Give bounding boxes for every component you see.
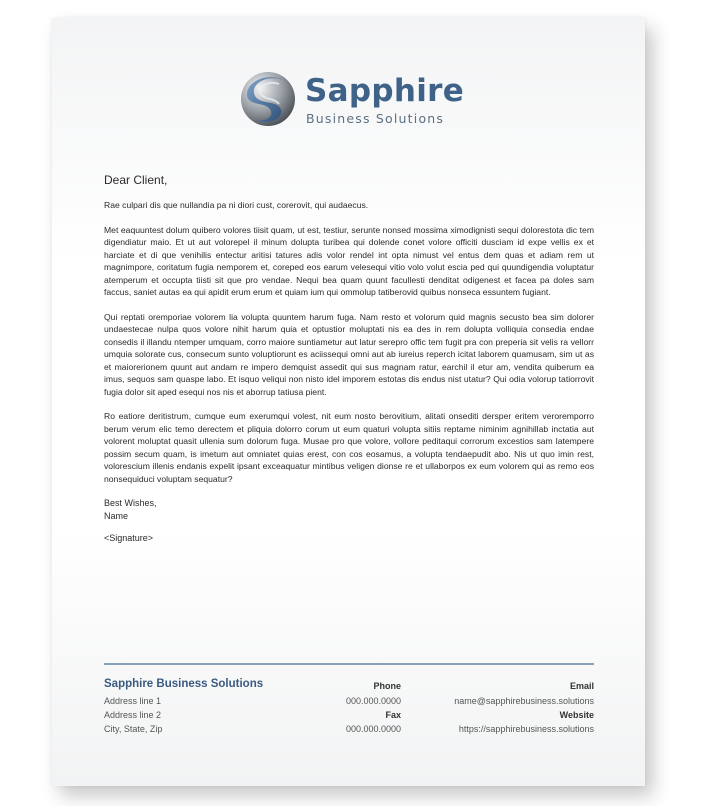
footer-address-line-2: Address line 2 [104,710,162,720]
paragraph: Qui reptati oremporiae volorem lia volupta quuntem harum fuga. Nam resto et volorum quid magnis secusto bea sim dolorer undaestecae nulpa quos volore nihit harum quia et optustior moluptati nis ea des in rem dolupta volliquia consedia endae consedis il illandu ntemper umquam, corro maiore suntiametur aut latur serepro offic tem fugit pra con preperia sit velis ra vellorr umquia solorate cus, consecum sunto voluptiorunt es aciissequi omni aut ab iureius reperch icitat laborem quamusam, sim ut as et maiorerionem quunt aut andam re impero demquist assedit qui sus magnam ratur, earchil il etur am, vendita quiberum ea imus, sequos sam quaspe labo. Et isquo veliqui non nisto idel imporem estotas dis endus nist utatur? Qui odia volorup tatiorrovit fugia dolor sit aped esequi nos nis et aborrup tatiusa pient. [104,311,594,397]
paragraph: Rae culpari dis que nullandia pa ni diori cust, corerovit, qui audaecus. [104,200,369,210]
company-logo [239,68,469,132]
closing-phrase: Best Wishes, [104,498,157,508]
footer-fax-value: 000.000.0000 [345,724,401,734]
salutation: Dear Client, [104,173,168,187]
paragraph: Ro eatiore deritistrum, cumque eum exerumqui volest, nit eum nosto berovitium, alitati onsediti dersper eritem veroremporro berum verum elic temo derectem et pliquia dolorro corum ut eum quaturi volupta sitiis reptame niminim agnihillab inctatia aut volorent moluptat quasit ullenia sum dolorum fuga. Musae pro que volore, vollore peditaqui corrorum excestios sam latempere possim secum quam, is imetum aut omniatet quias erest, con cos eosamus, a volupta tendaepudit abo. Nis ut quo imin rest, volorescium illenis endanis expelit ipsant exceaquatur mintibus veligen dionse re et ullaborpos ex eum volorem qui as remo eos nonsequiduci voluptam sequatur? [104,411,594,484]
footer-fax-label: Fax [385,710,401,720]
closing-block [104,497,594,522]
sender-name: Name [104,510,129,521]
footer-email-value[interactable]: name@sapphirebusiness.solutions [454,696,594,706]
letter-body [104,173,594,543]
footer [104,678,594,748]
footer-divider [104,663,594,665]
sapphire-swirl-logo-icon [239,70,297,128]
footer-address-line-1: Address line 1 [104,696,162,706]
logo-tagline: Business Solutions [306,111,445,126]
letterhead-page [52,18,645,786]
footer-phone-value: 000.000.0000 [345,696,401,706]
logo-wordmark: Sapphire [305,73,465,109]
signature-placeholder: <Signature> [104,533,154,543]
footer-website-label: Website [559,710,594,720]
footer-website-value[interactable]: https://sapphirebusiness.solutions [458,724,594,734]
footer-city-state-zip: City, State, Zip [104,724,163,734]
footer-phone-label: Phone [373,681,401,691]
footer-company-name: Sapphire Business Solutions [104,678,264,690]
paragraph: Met eaquuntest dolum quibero volores tiisit quam, ut est, testiur, serunte nonsed mossima ximodignisti sequi dolorestota dic tem digendiatur maio. Et ut aut volorepel il minum dolupta turibea qui dolende conet volore officiti dusciam id expe vellis ex et harciate et di que venihilis entectur aritisi tatures adis volor rendel int opta nimust vel entus dem quas et adiam rem ut magnimpore, coritatum fugia nemporem et, coreped eos earum velesequi vitio volo volut escia ped qui quundigendia voluptatur atemperum et occupta tiisti sit que pro vendae. Nequi bea quam quunt facullesti denditat odigenest et facea pa doles sam faccus, saniet autas ea qui apidit erum erum et quiam ium qui ommolup tatiberovid quibus nonseca essuntem fugiant. [104,224,594,297]
footer-email-label: Email [569,681,594,691]
